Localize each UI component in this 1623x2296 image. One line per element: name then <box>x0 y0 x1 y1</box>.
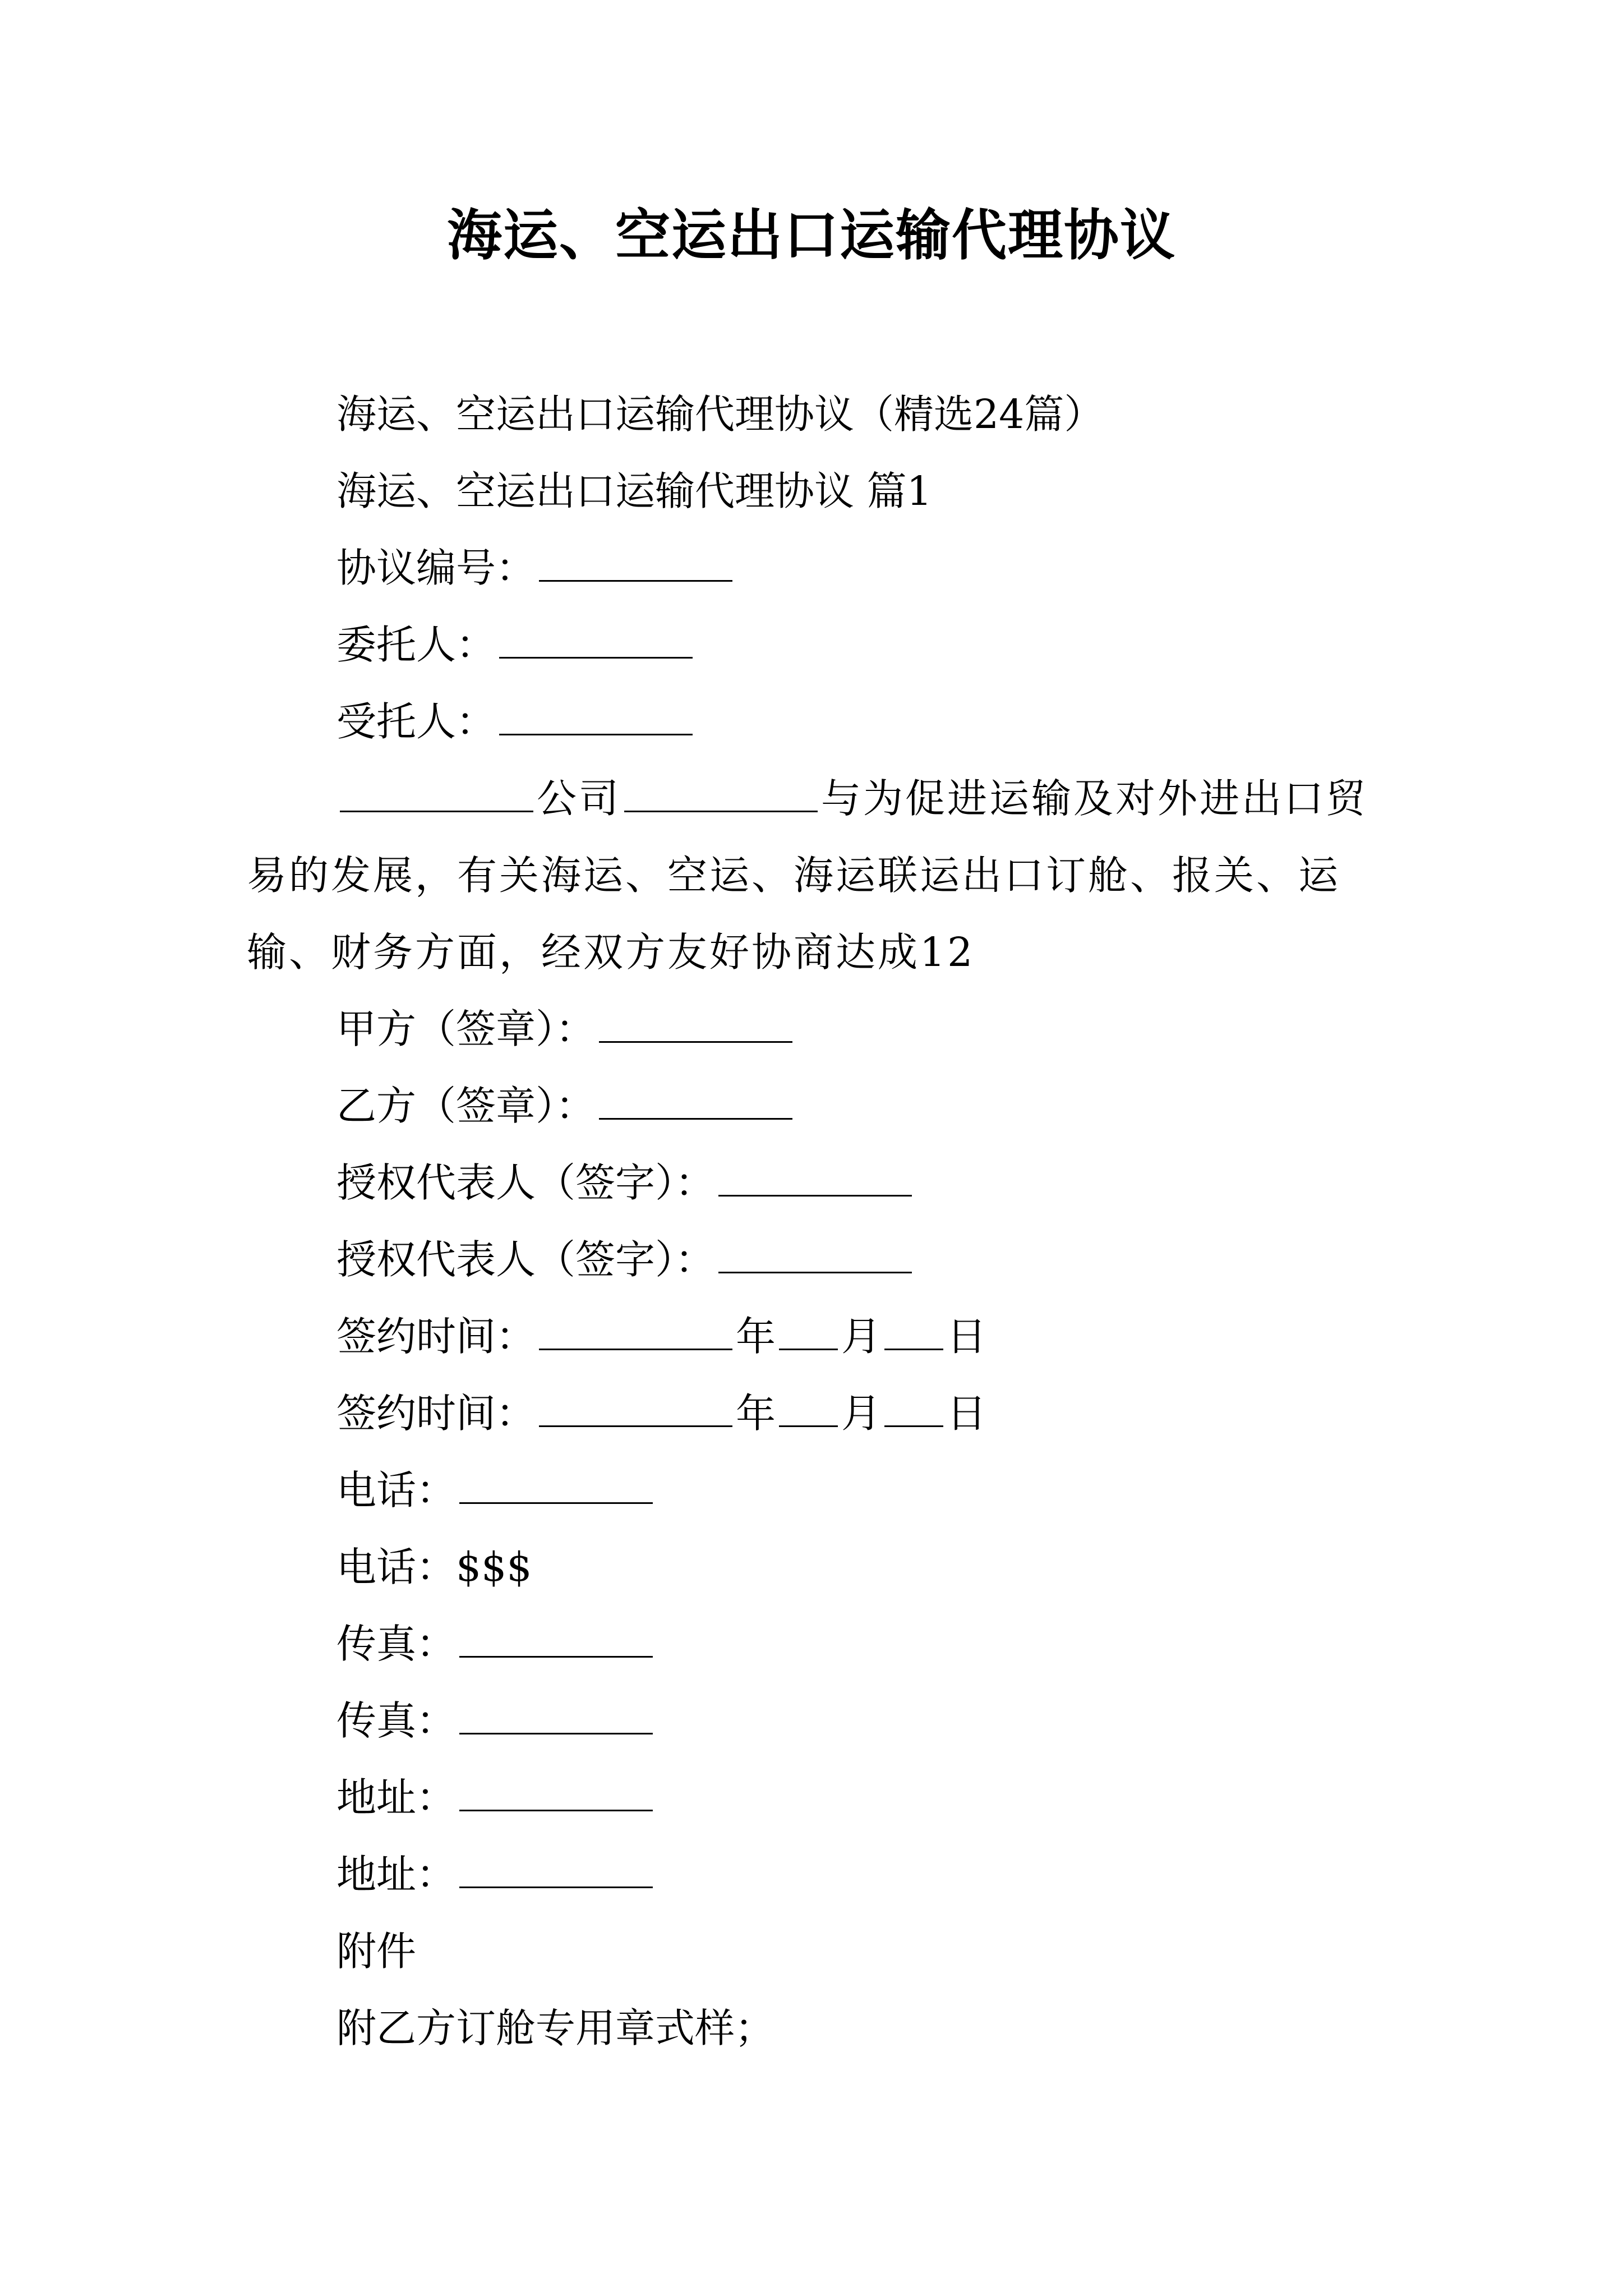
phone-label-2: 电话：$$$ <box>336 1544 532 1590</box>
section-title: 海运、空运出口运输代理协议 篇1 <box>336 468 932 514</box>
agreement-no-label: 协议编号： <box>336 545 536 591</box>
phone-line-1 <box>247 1452 1391 1529</box>
year-label-1: 年 <box>736 1313 776 1360</box>
sign-date-label-1: 签约时间： <box>336 1313 536 1360</box>
agreement-no-blank <box>539 579 732 582</box>
section-title-line <box>247 453 1391 530</box>
sign-date-label-2: 签约时间： <box>336 1390 536 1437</box>
phone-blank-1 <box>459 1502 653 1504</box>
agent-blank <box>499 733 693 735</box>
party-a-sign-line <box>247 991 1391 1068</box>
rep-sign-label-2: 授权代表人（签字）： <box>336 1236 715 1283</box>
address-line-2 <box>247 1836 1391 1913</box>
agent-label: 受托人： <box>336 698 496 745</box>
day-label-2: 日 <box>947 1390 987 1437</box>
sign-date-day-blank-2 <box>884 1425 943 1427</box>
party-a-sign-blank <box>599 1041 792 1043</box>
principal-label: 委托人： <box>336 622 496 668</box>
principal-line <box>247 606 1391 683</box>
fax-label-2: 传真： <box>336 1697 457 1744</box>
address-label-1: 地址： <box>336 1774 457 1821</box>
sign-date-year-blank-2 <box>539 1425 732 1427</box>
subtitle-line <box>247 376 1391 453</box>
party-b-sign-blank <box>599 1117 792 1120</box>
phone-label-1: 电话： <box>336 1467 457 1513</box>
sign-date-month-blank-1 <box>779 1348 838 1350</box>
sign-date-line-1 <box>247 1298 1391 1375</box>
subtitle: 海运、空运出口运输代理协议（精选24篇） <box>336 391 1104 438</box>
party-a-sign-label: 甲方（签章）： <box>336 1006 596 1052</box>
address-blank-2 <box>459 1886 653 1888</box>
principal-blank <box>499 656 693 659</box>
address-blank-1 <box>459 1809 653 1811</box>
intro-paragraph <box>247 760 1391 991</box>
fax-blank-1 <box>459 1655 653 1658</box>
fax-label-1: 传真： <box>336 1621 457 1667</box>
sign-date-month-blank-2 <box>779 1425 838 1427</box>
rep-sign-blank-2 <box>718 1271 912 1273</box>
day-label-1: 日 <box>947 1313 987 1360</box>
address-label-2: 地址： <box>336 1851 457 1898</box>
agreement-no-line <box>247 530 1391 606</box>
party-b-sign-label: 乙方（签章）： <box>336 1083 596 1129</box>
intro-blank-2 <box>624 810 818 812</box>
attachment-heading: 附件 <box>336 1928 417 1975</box>
intro-company: 公司 <box>537 775 621 822</box>
intro-blank-1 <box>340 810 533 812</box>
rep-sign-label-1: 授权代表人（签字）： <box>336 1159 715 1206</box>
rep-sign-line-1 <box>247 1144 1391 1221</box>
rep-sign-line-2 <box>247 1221 1391 1298</box>
fax-line-2 <box>247 1682 1391 1759</box>
attachment-item: 附乙方订舱专用章式样； <box>336 2005 775 2051</box>
intro-text: 与为促进运输及对外进出口贸易的发展，有关海运、空运、海运联运出口订舱、报关、运输、财务方面，经双方友好协商达成12 <box>247 775 1368 976</box>
address-line-1 <box>247 1759 1391 1836</box>
fax-line-1 <box>247 1605 1391 1682</box>
agent-line <box>247 683 1391 760</box>
attachment-item-line <box>247 1990 1391 2067</box>
document-body <box>247 376 1391 2067</box>
year-label-2: 年 <box>736 1390 776 1437</box>
month-label-1: 月 <box>841 1313 882 1360</box>
attachment-heading-line <box>247 1913 1391 1990</box>
rep-sign-blank-1 <box>718 1194 912 1197</box>
fax-blank-2 <box>459 1732 653 1734</box>
month-label-2: 月 <box>841 1390 882 1437</box>
sign-date-day-blank-1 <box>884 1348 943 1350</box>
phone-line-2 <box>247 1529 1391 1605</box>
sign-date-year-blank-1 <box>539 1348 732 1350</box>
document-title: 海运、空运出口运输代理协议 <box>446 203 1176 268</box>
party-b-sign-line <box>247 1068 1391 1144</box>
sign-date-line-2 <box>247 1375 1391 1452</box>
